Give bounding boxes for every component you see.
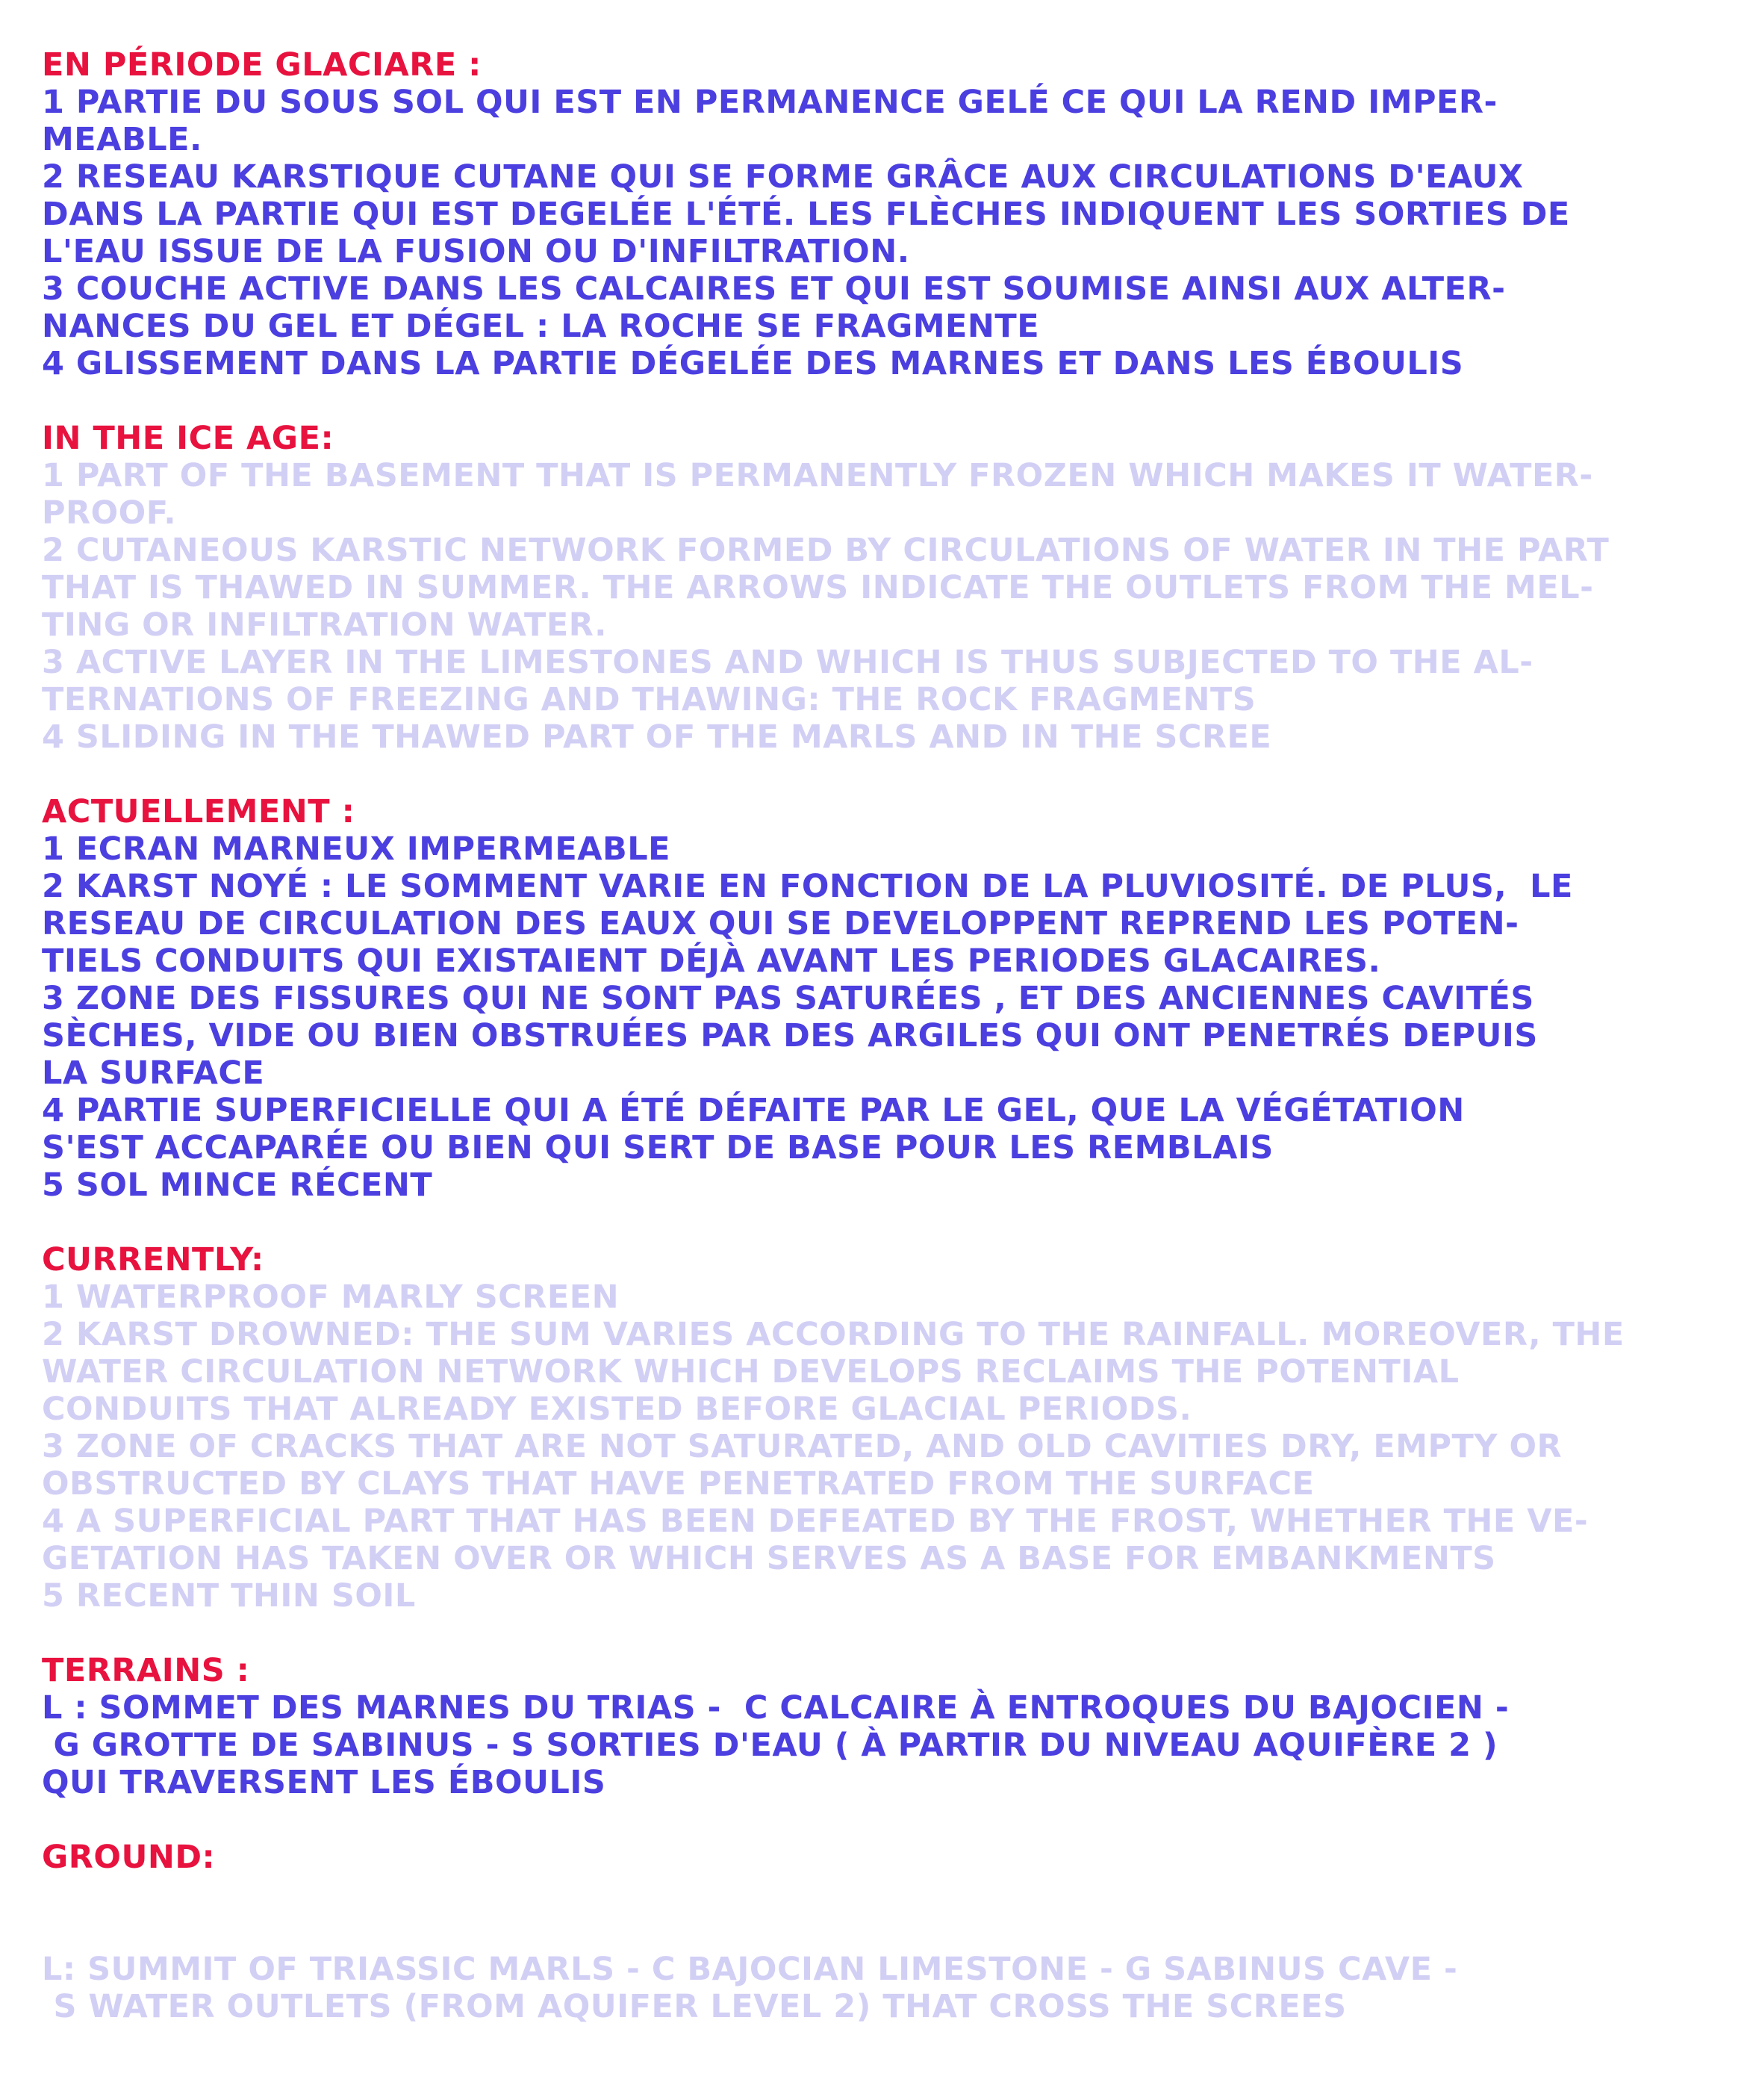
text-line: 3 ACTIVE LAYER IN THE LIMESTONES AND WHICH IS THUS SUBJECTED TO THE AL- xyxy=(42,644,1533,681)
section-periode-glaciaire xyxy=(42,46,1722,382)
document-page xyxy=(42,46,1722,2025)
section-currently xyxy=(42,1241,1722,1615)
text-line: S'EST ACCAPARÉE OU BIEN QUI SERT DE BASE POUR LES REMBLAIS xyxy=(42,1129,1274,1167)
text-line: LA SURFACE xyxy=(42,1054,265,1092)
text-line: SÈCHES, VIDE OU BIEN OBSTRUÉES PAR DES ARGILES QUI ONT PENETRÉS DEPUIS xyxy=(42,1017,1538,1054)
text-line: L : SOMMET DES MARNES DU TRIAS - C CALCAIRE À ENTROQUES DU BAJOCIEN - xyxy=(42,1689,1510,1727)
section-actuellement xyxy=(42,793,1722,1204)
text-line: CONDUITS THAT ALREADY EXISTED BEFORE GLACIAL PERIODS. xyxy=(42,1391,1192,1428)
text-line: MEABLE. xyxy=(42,121,202,158)
text-line: 2 CUTANEOUS KARSTIC NETWORK FORMED BY CIRCULATIONS OF WATER IN THE PART xyxy=(42,532,1610,569)
text-line: S WATER OUTLETS (FROM AQUIFER LEVEL 2) THAT CROSS THE SCREES xyxy=(42,1988,1347,2025)
text-line: 4 A SUPERFICIAL PART THAT HAS BEEN DEFEATED BY THE FROST, WHETHER THE VE- xyxy=(42,1503,1589,1540)
section-ice-age xyxy=(42,420,1722,756)
section-ground xyxy=(42,1839,1722,2025)
text-line: OBSTRUCTED BY CLAYS THAT HAVE PENETRATED FROM THE SURFACE xyxy=(42,1465,1315,1503)
section-heading: CURRENTLY: xyxy=(42,1241,264,1279)
text-line: DANS LA PARTIE QUI EST DEGELÉE L'ÉTÉ. LES FLÈCHES INDIQUENT LES SORTIES DE xyxy=(42,196,1570,233)
text-line: 4 GLISSEMENT DANS LA PARTIE DÉGELÉE DES MARNES ET DANS LES ÉBOULIS xyxy=(42,345,1464,382)
text-line: THAT IS THAWED IN SUMMER. THE ARROWS INDICATE THE OUTLETS FROM THE MEL- xyxy=(42,569,1594,606)
text-line: 2 KARST NOYÉ : LE SOMMENT VARIE EN FONCTION DE LA PLUVIOSITÉ. DE PLUS, LE xyxy=(42,868,1573,905)
text-line: WATER CIRCULATION NETWORK WHICH DEVELOPS RECLAIMS THE POTENTIAL xyxy=(42,1353,1460,1391)
text-line: 1 ECRAN MARNEUX IMPERMEABLE xyxy=(42,830,671,868)
text-line: TING OR INFILTRATION WATER. xyxy=(42,606,607,644)
text-line: 1 PART OF THE BASEMENT THAT IS PERMANENTLY FROZEN WHICH MAKES IT WATER- xyxy=(42,457,1593,494)
text-line: 5 SOL MINCE RÉCENT xyxy=(42,1167,433,1204)
text-line: RESEAU DE CIRCULATION DES EAUX QUI SE DEVELOPPENT REPREND LES POTEN- xyxy=(42,905,1519,942)
text-line: 3 COUCHE ACTIVE DANS LES CALCAIRES ET QUI EST SOUMISE AINSI AUX ALTER- xyxy=(42,270,1506,308)
text-line: TERNATIONS OF FREEZING AND THAWING: THE ROCK FRAGMENTS xyxy=(42,681,1257,718)
text-line: 1 PARTIE DU SOUS SOL QUI EST EN PERMANENCE GELÉ CE QUI LA REND IMPER- xyxy=(42,84,1498,121)
section-heading: IN THE ICE AGE: xyxy=(42,420,334,457)
text-line: 4 PARTIE SUPERFICIELLE QUI A ÉTÉ DÉFAITE PAR LE GEL, QUE LA VÉGÉTATION xyxy=(42,1092,1465,1129)
section-terrains xyxy=(42,1652,1722,1801)
text-line: G GROTTE DE SABINUS - S SORTIES D'EAU ( À PARTIR DU NIVEAU AQUIFÈRE 2 ) xyxy=(42,1727,1498,1764)
text-line: L'EAU ISSUE DE LA FUSION OU D'INFILTRATION. xyxy=(42,233,910,270)
text-line: GETATION HAS TAKEN OVER OR WHICH SERVES AS A BASE FOR EMBANKMENTS xyxy=(42,1540,1496,1577)
text-line: 2 RESEAU KARSTIQUE CUTANE QUI SE FORME GRÂCE AUX CIRCULATIONS D'EAUX xyxy=(42,158,1524,196)
text-line: NANCES DU GEL ET DÉGEL : LA ROCHE SE FRAGMENTE xyxy=(42,308,1040,345)
text-line: TIELS CONDUITS QUI EXISTAIENT DÉJÀ AVANT LES PERIODES GLACAIRES. xyxy=(42,942,1381,980)
text-line: PROOF. xyxy=(42,494,177,532)
text-line: 2 KARST DROWNED: THE SUM VARIES ACCORDING TO THE RAINFALL. MOREOVER, THE xyxy=(42,1316,1625,1353)
section-heading: EN PÉRIODE GLACIARE : xyxy=(42,46,482,84)
text-line: 3 ZONE DES FISSURES QUI NE SONT PAS SATURÉES , ET DES ANCIENNES CAVITÉS xyxy=(42,980,1534,1017)
section-heading: ACTUELLEMENT : xyxy=(42,793,355,830)
text-line: L: SUMMIT OF TRIASSIC MARLS - C BAJOCIAN LIMESTONE - G SABINUS CAVE - xyxy=(42,1951,1458,1988)
text-line: 5 RECENT THIN SOIL xyxy=(42,1577,416,1615)
section-heading: GROUND: xyxy=(42,1839,216,1876)
section-heading: TERRAINS : xyxy=(42,1652,250,1689)
text-line: 3 ZONE OF CRACKS THAT ARE NOT SATURATED, AND OLD CAVITIES DRY, EMPTY OR xyxy=(42,1428,1563,1465)
text-line: QUI TRAVERSENT LES ÉBOULIS xyxy=(42,1764,606,1801)
text-line: 4 SLIDING IN THE THAWED PART OF THE MARLS AND IN THE SCREE xyxy=(42,718,1272,756)
text-line: 1 WATERPROOF MARLY SCREEN xyxy=(42,1279,620,1316)
